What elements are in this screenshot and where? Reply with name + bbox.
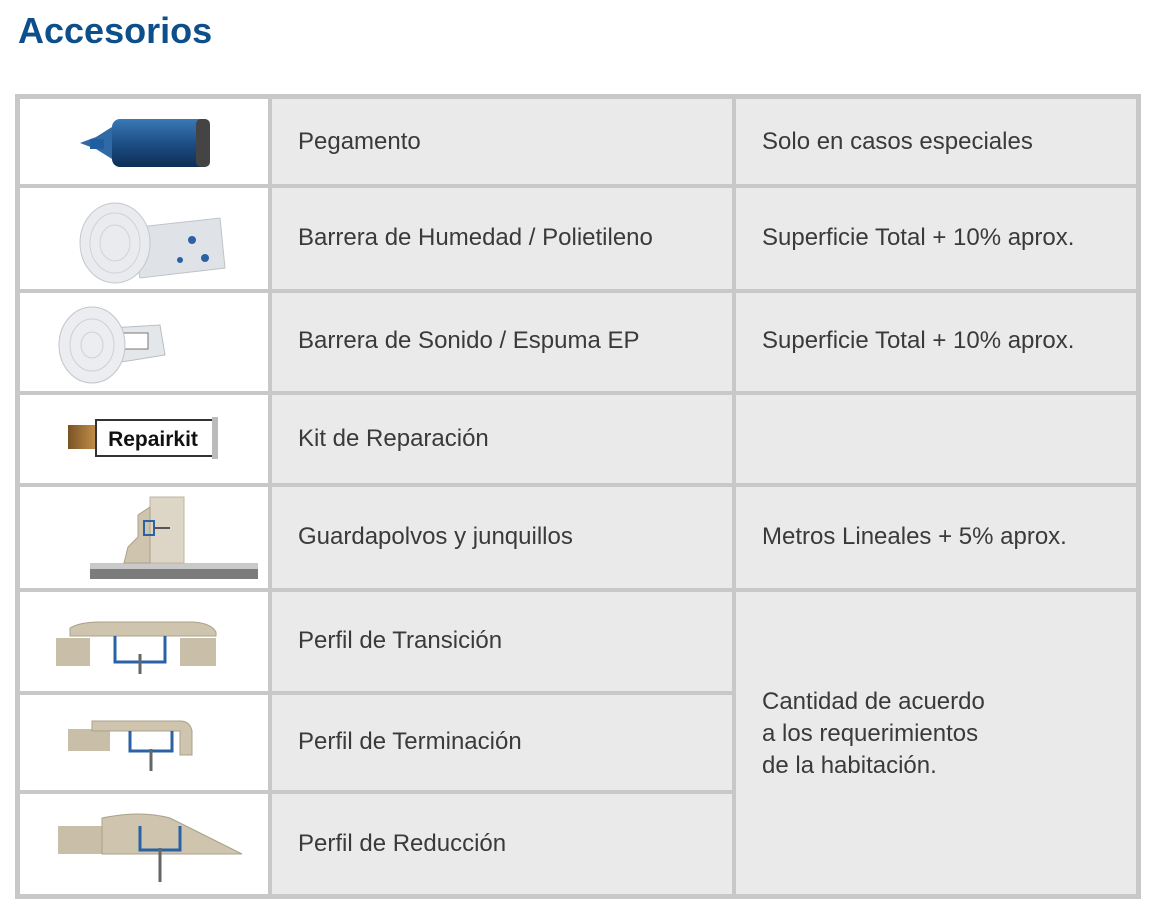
table-cell-image	[20, 695, 268, 790]
table-cell-image	[20, 592, 268, 691]
table-cell-image	[20, 99, 268, 184]
table-cell-image	[20, 794, 268, 894]
end-profile-icon	[20, 695, 268, 790]
accessories-table	[15, 94, 1141, 899]
table-cell-quantity	[736, 395, 1136, 483]
merged-quantity-line: de la habitación.	[762, 752, 937, 779]
table-cell-quantity	[736, 99, 1136, 184]
table-cell-name	[272, 395, 732, 483]
product-name: Perfil de Reducción	[298, 830, 507, 857]
product-name: Kit de Reparación	[298, 425, 489, 452]
product-name: Barrera de Sonido / Espuma EP	[298, 327, 640, 354]
table-cell-name	[272, 794, 732, 894]
product-quantity: Superficie Total + 10% aprox.	[762, 224, 1075, 251]
table-cell-quantity	[736, 487, 1136, 588]
table-cell-name	[272, 293, 732, 391]
merged-quantity-line: a los requerimientos	[762, 720, 979, 747]
table-cell-name	[272, 99, 732, 184]
product-name: Perfil de Terminación	[298, 728, 522, 755]
table-cell-quantity	[736, 188, 1136, 289]
product-name: Pegamento	[298, 128, 421, 155]
merged-quantity-text	[762, 686, 1102, 782]
table-cell-quantity-merged	[736, 592, 1136, 894]
repairkit-label: Repairkit	[108, 428, 198, 451]
glue-cartridge-icon	[20, 99, 268, 184]
table-cell-image	[20, 293, 268, 391]
product-name: Barrera de Humedad / Polietileno	[298, 224, 653, 251]
table-cell-name	[272, 188, 732, 289]
table-cell-image	[20, 487, 268, 588]
product-quantity: Metros Lineales + 5% aprox.	[762, 523, 1067, 550]
table-cell-image	[20, 395, 268, 483]
merged-quantity-line: Cantidad de acuerdo	[762, 688, 985, 715]
table-cell-name	[272, 592, 732, 691]
transition-profile-icon	[20, 592, 268, 691]
table-cell-name	[272, 487, 732, 588]
skirting-board-icon	[20, 487, 268, 588]
table-cell-name	[272, 695, 732, 790]
product-name: Perfil de Transición	[298, 627, 503, 654]
repair-kit-tube-icon	[20, 395, 268, 483]
page-title: Accesorios	[18, 10, 213, 51]
product-quantity: Superficie Total + 10% aprox.	[762, 327, 1075, 354]
foam-roll-icon	[20, 293, 268, 391]
moisture-barrier-roll-icon	[20, 188, 268, 289]
product-quantity: Solo en casos especiales	[762, 128, 1033, 155]
table-cell-quantity	[736, 293, 1136, 391]
reduction-profile-icon	[20, 794, 268, 894]
table-cell-image	[20, 188, 268, 289]
product-name: Guardapolvos y junquillos	[298, 523, 573, 550]
